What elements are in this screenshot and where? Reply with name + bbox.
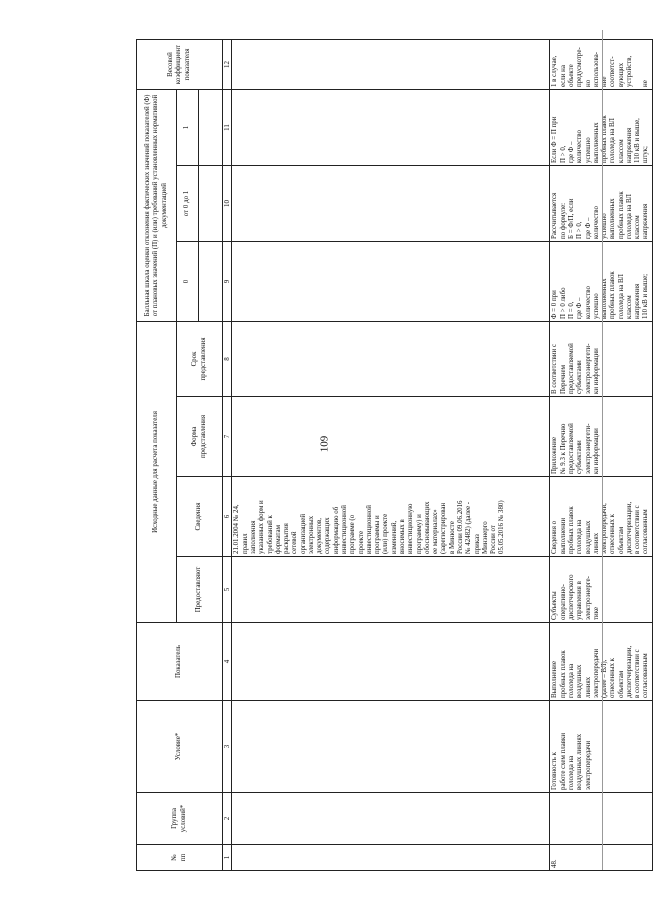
row-48-form: Приложение № 9.3 к Перечню предоставляемой субъектами электроэнергети- ки информации — [550, 397, 652, 477]
row-48-scale-1: Если Ф = П при П > 0, где Ф – количество успешно выполненных пробных плавок гололеда на ВЛ классом напряжения 110 кВ и выше, штук; — [550, 89, 652, 165]
col-number: 10 — [223, 165, 232, 241]
header-condition: Условие* — [137, 701, 223, 793]
table-cell — [232, 321, 550, 396]
header-indicator: Показатель — [137, 623, 223, 701]
row-48-info: Сведения о выполнении пробных плавок гололеда на воздушных линиях электропередачи, отнесенных к объектам диспетчеризации, в соответствии с согласованным — [550, 477, 652, 557]
col-number: 11 — [223, 89, 232, 165]
criteria-table — [136, 39, 653, 871]
col-number: 3 — [223, 701, 232, 793]
header-scale-1: 1 — [177, 89, 199, 165]
col-number: 6 — [223, 477, 232, 557]
header-form: Форма представления — [177, 397, 223, 477]
rotated-table-wrapper — [136, 40, 650, 871]
table-cell — [232, 89, 550, 165]
table-row — [232, 39, 550, 870]
table-cell — [232, 701, 550, 793]
header-scale-0-spacer — [199, 241, 223, 321]
header-scale: Балльная шкала оценки отклонения фактических значений показателей (Ф) от плановых значений (П) и (или) требований установленных нормативной документацией — [137, 89, 177, 321]
col-number: 5 — [223, 557, 232, 623]
page-number: 109 — [318, 435, 331, 453]
col-number: 9 — [223, 241, 232, 321]
header-scale-mid: от 0 до 1 — [177, 165, 199, 241]
row-48-condition: Готовность к работе схем плавки гололеда на воздушных линиях электропередачи — [550, 701, 652, 793]
column-numbers-row — [223, 39, 232, 870]
row-48-providers: Субъекты оперативно- диспетчерского управления в электроэнерге- тике — [550, 557, 652, 623]
table-cell — [232, 397, 550, 477]
table-cell — [232, 241, 550, 321]
row-48-weight: 1 в случае, если на объекте предусмотре- но использова- ние соответст- вующих устройств, не — [550, 39, 652, 89]
col-number: 8 — [223, 321, 232, 396]
row-48-scale-0: Ф = 0 при П > 0 либо П = 0, где Ф – количество успешно выполненных пробных плавок гололеда на ВЛ классом напряжения 110 кВ и выше; — [550, 241, 652, 321]
header-group: Группа условий* — [137, 793, 223, 845]
table-cell — [232, 793, 550, 845]
header-scale-0: 0 — [177, 241, 199, 321]
header-providers: Предоставляют — [177, 557, 223, 623]
col-number: 1 — [223, 845, 232, 871]
row-48-num: 48. — [550, 845, 652, 871]
table-cell — [232, 165, 550, 241]
table-cell — [232, 623, 550, 701]
page-edge-line — [602, 30, 603, 870]
header-deadline: Срок представления — [177, 321, 223, 396]
row-48-scale-mid: Рассчитывается по формуле: Б = Ф/П, если П > 0, где Ф – количество успешно выполненных пробных плавок гололеда на ВЛ классом напряжения — [550, 165, 652, 241]
table-cell — [232, 845, 550, 871]
header-weight: Весовой коэффициент показателя — [137, 39, 223, 89]
col-number: 7 — [223, 397, 232, 477]
header-scale-mid-spacer — [199, 165, 223, 241]
row-48-deadline: В соответствии с Перечнем предоставляемой субъектами электроэнергети- ки информации — [550, 321, 652, 396]
table-cell — [232, 39, 550, 89]
header-info: Сведения — [177, 477, 223, 557]
header-source: Исходные данные для расчета показателя — [137, 321, 177, 622]
col-number: 2 — [223, 793, 232, 845]
table-cell — [232, 557, 550, 623]
header-scale-1-spacer — [199, 89, 223, 165]
col-number: 4 — [223, 623, 232, 701]
col-number: 12 — [223, 39, 232, 89]
header-num: № пп — [137, 845, 223, 871]
info-continuation-cell: 21.01.2004 № 24, правил заполнения указанных форм и требований к форматам раскрытия сетевой организацией электронных документов, содержащих информацию об инвестиционной программе (о проекте инвестиционной программы и (или) проекте изменений, вносимых в инвестиционную программу) и обосновывающих ее материалах» (зарегистрирован в Минюсте России 09.06.2016 № 42482) (далее - приказ Минэнерго России от 05.05.2016 № 380) — [232, 477, 550, 557]
row-48-indicator: Выполнение пробных плавок гололеда на воздушных линиях электропередачи (далее – ВЛ), отнесенных к объектам диспетчеризации, в соответствии с согласованным — [550, 623, 652, 701]
